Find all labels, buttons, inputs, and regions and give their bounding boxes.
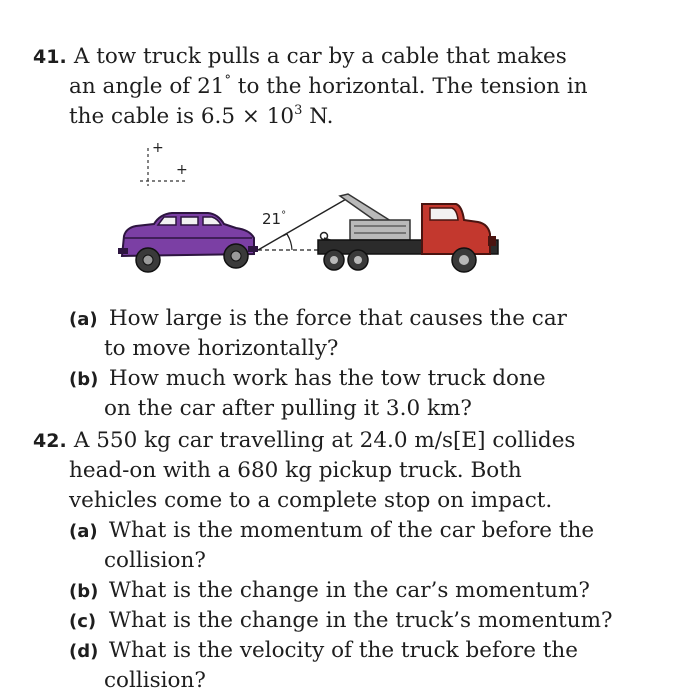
- q41-text-3a: the cable is 6.5 × 10: [69, 104, 295, 129]
- q42b-label: (b): [69, 581, 99, 602]
- q42c-text-1: What is the change in the truck’s momentum?: [108, 608, 613, 633]
- q41-exponent-sup: 3: [294, 103, 303, 118]
- q41-text-3b: N.: [302, 104, 334, 129]
- q42d-text-1: What is the velocity of the truck before the: [108, 638, 578, 663]
- q42-line-1: [33, 428, 575, 454]
- q41-line-2: [69, 74, 588, 100]
- q42-text-3: vehicles come to a complete stop on impact.: [69, 488, 553, 513]
- q42c-line-1: [69, 608, 613, 635]
- angle-label: 21°: [262, 210, 287, 228]
- q41a-line-1: [69, 306, 567, 333]
- q42d-label: (d): [69, 641, 99, 662]
- q42b-line-1: [69, 578, 590, 605]
- q41b-label: (b): [69, 369, 99, 390]
- q41b-text-2: on the car after pulling it 3.0 km?: [104, 396, 472, 421]
- q42-line-3: [69, 488, 552, 514]
- q41b-text-1: How much work has the tow truck done: [108, 366, 546, 391]
- q41-text-2b: to the horizontal. The tension in: [230, 74, 588, 99]
- car-icon: [118, 213, 258, 272]
- q42a-line-2: [104, 548, 206, 574]
- q41-line-3: [69, 104, 333, 130]
- q42d-line-2: [104, 668, 206, 694]
- tow-truck-icon: [318, 194, 498, 272]
- q41a-label: (a): [69, 309, 98, 330]
- axis-plus-horizontal: +: [176, 162, 188, 178]
- q42-number: 42.: [33, 430, 67, 452]
- q42-line-2: [69, 458, 522, 484]
- q41a-text-1: How large is the force that causes the car: [108, 306, 567, 331]
- q42c-label: (c): [69, 611, 97, 632]
- q42-text-1: A 550 kg car travelling at 24.0 m/s[E] collides: [73, 428, 576, 453]
- q41a-line-2: [104, 336, 338, 362]
- q41a-text-2: to move horizontally?: [104, 336, 339, 361]
- tow-truck-figure: [112, 138, 512, 288]
- q42a-text-2: collision?: [104, 548, 206, 573]
- q42a-text-1: What is the momentum of the car before the: [108, 518, 595, 543]
- q41-number: 41.: [33, 46, 67, 68]
- q42a-line-1: [69, 518, 594, 545]
- q42a-label: (a): [69, 521, 98, 542]
- q41b-line-2: [104, 396, 472, 422]
- q41-line-1: [33, 44, 567, 70]
- q42d-text-2: collision?: [104, 668, 206, 693]
- q41b-line-1: [69, 366, 546, 393]
- axis-plus-vertical: +: [152, 140, 164, 156]
- q42b-text-1: What is the change in the car’s momentum?: [108, 578, 590, 603]
- q42-text-2: head-on with a 680 kg pickup truck. Both: [69, 458, 522, 483]
- q41-text-2a: an angle of 21: [69, 74, 225, 99]
- q41-text-1: A tow truck pulls a car by a cable that makes: [73, 44, 567, 69]
- q41-degree-sup: °: [224, 73, 231, 88]
- axes-icon: [140, 140, 188, 186]
- q42d-line-1: [69, 638, 578, 665]
